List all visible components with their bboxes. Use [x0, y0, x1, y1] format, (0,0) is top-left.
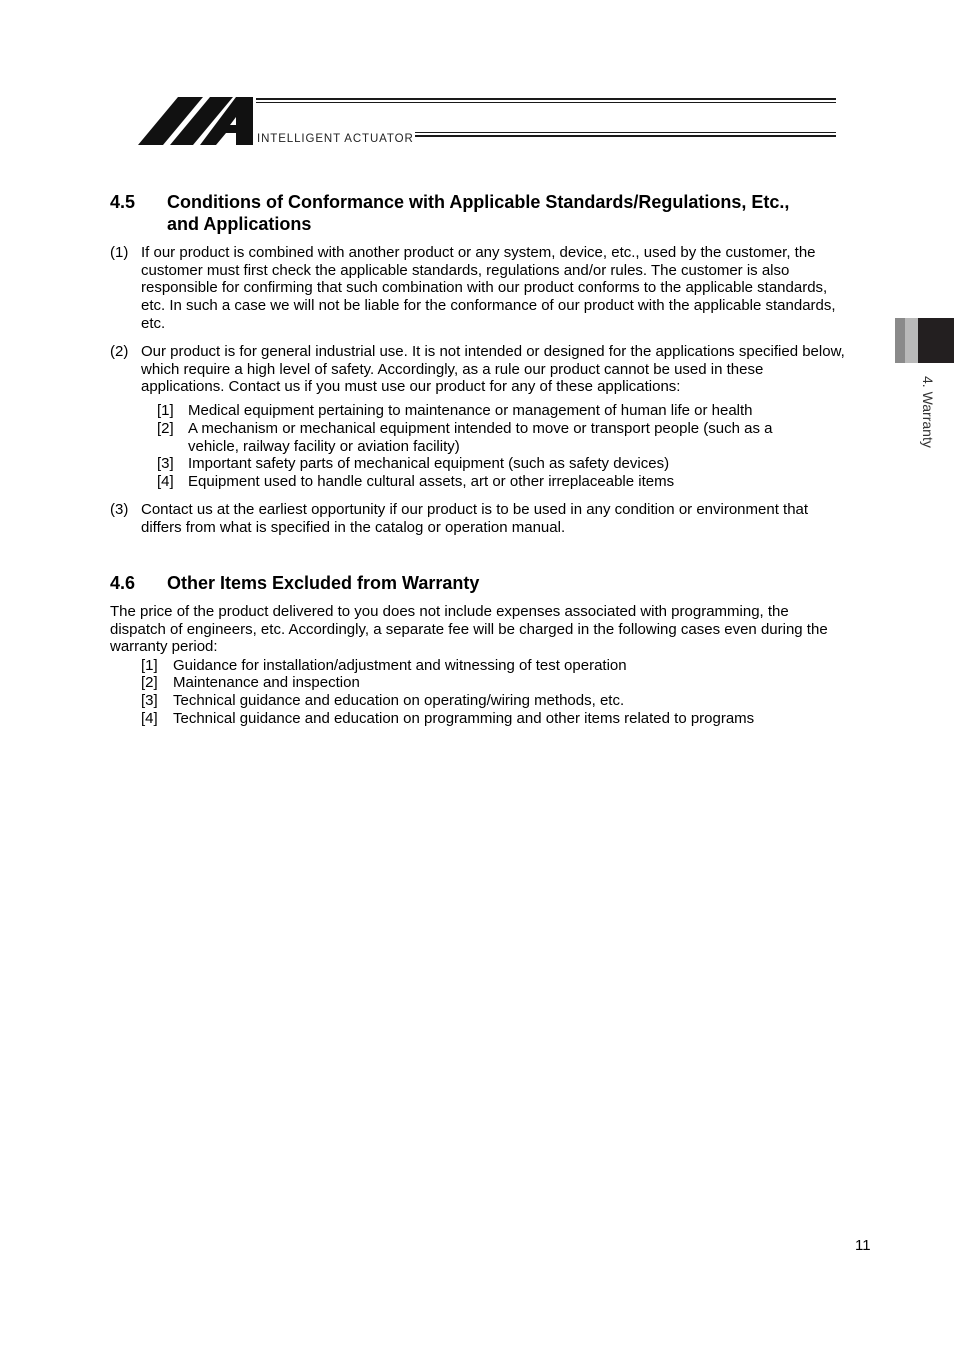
section-title: Other Items Excluded from Warranty: [167, 573, 480, 593]
list-item-text: Guidance for installation/adjustment and witnessing of test operation: [173, 657, 627, 674]
company-logo: [138, 95, 256, 147]
sub-item-number: [2]: [157, 420, 174, 437]
sub-item-text: A mechanism or mechanical equipment intended to move or transport people (such as a: [188, 420, 773, 437]
sub-item-number: [1]: [157, 402, 174, 419]
list-item-number: [1]: [141, 657, 158, 674]
list-item-number: [2]: [141, 674, 158, 691]
list-item-number: [3]: [141, 692, 158, 709]
list-item-text: Technical guidance and education on programming and other items related to programs: [173, 710, 755, 727]
list-item-text: Contact us at the earliest opportunity if our product is to be used in any condition or environment that differs from what is specified in the catalog or operation manual.: [141, 501, 809, 536]
side-tab-stripe: [905, 318, 918, 363]
list-item-text: Maintenance and inspection: [173, 674, 360, 691]
header-rule: [256, 98, 836, 100]
section-number: 4.5: [110, 192, 136, 212]
list-item-number: (1): [110, 244, 129, 261]
sub-item-text: Medical equipment pertaining to maintenance or management of human life or health: [188, 402, 753, 419]
side-tab-block: [918, 318, 954, 363]
header-rule: [415, 132, 836, 133]
side-tab-stripe: [895, 318, 905, 363]
header-rule: [256, 102, 836, 103]
sub-item-text: Important safety parts of mechanical equipment (such as safety devices): [188, 455, 670, 472]
list-item-text: If our product is combined with another product or any system, device, etc., used by the customer, the customer must first check the applicable standards, regulations and/or rules. The customer is also responsible for confirming that such combination with our product conforms to the applicable standards, etc. In such a case we will not be liable for the conformance of our product with the applicable standards, etc.: [141, 244, 836, 332]
side-tab-label: 4. Warranty: [920, 376, 936, 448]
logo-text: INTELLIGENT ACTUATOR: [257, 133, 414, 145]
sub-item-text: vehicle, railway facility or aviation facility): [188, 438, 460, 455]
section-title: Conditions of Conformance with Applicable Standards/Regulations, Etc.,: [167, 192, 790, 212]
sub-item-text: Equipment used to handle cultural assets, art or other irreplaceable items: [188, 473, 675, 490]
header-rule: [415, 135, 836, 137]
page-number: 11: [855, 1237, 871, 1254]
list-item-text: Technical guidance and education on operating/wiring methods, etc.: [173, 692, 625, 709]
section-title: and Applications: [167, 214, 312, 234]
section-number: 4.6: [110, 573, 136, 593]
list-item-text: Our product is for general industrial use. It is not intended or designed for the applications specified below, which require a high level of safety. Accordingly, as a rule our product cannot be used in these applications. Contact us if you must use our product for any of these applications:: [141, 343, 845, 396]
sub-item-number: [3]: [157, 455, 174, 472]
list-item-number: (3): [110, 501, 129, 518]
list-item-number: [4]: [141, 710, 158, 727]
sub-item-number: [4]: [157, 473, 174, 490]
list-item-number: (2): [110, 343, 129, 360]
section-intro: The price of the product delivered to you does not include expenses associated with programming, the dispatch of engineers, etc. Accordingly, a separate fee will be charged in the following cases even during the warranty period:: [110, 603, 828, 656]
